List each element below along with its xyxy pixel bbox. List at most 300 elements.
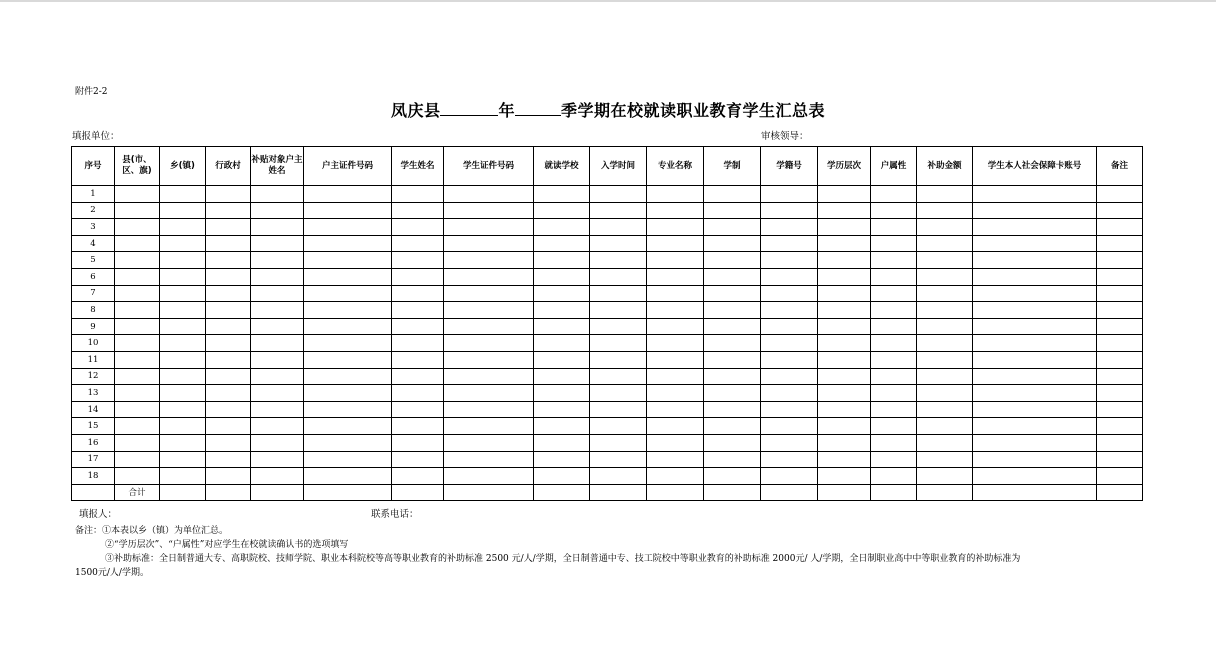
empty-cell: [251, 451, 304, 468]
empty-cell: [160, 186, 206, 203]
empty-cell: [534, 252, 590, 269]
empty-cell: [917, 186, 973, 203]
empty-cell: [871, 235, 917, 252]
empty-cell: [917, 202, 973, 219]
empty-cell: [917, 468, 973, 485]
empty-cell: [534, 285, 590, 302]
empty-cell: [590, 268, 647, 285]
empty-cell: [392, 385, 444, 402]
empty-cell: [818, 268, 871, 285]
empty-cell: [647, 268, 704, 285]
empty-cell: [1097, 302, 1143, 319]
empty-cell: [590, 285, 647, 302]
row-number-cell: 3: [72, 219, 115, 236]
empty-cell: [973, 186, 1097, 203]
empty-cell: [160, 219, 206, 236]
year-blank: [440, 103, 498, 116]
empty-cell: [761, 385, 818, 402]
empty-cell: [304, 351, 392, 368]
empty-cell: [973, 335, 1097, 352]
note-line-2: ②“学历层次”、“户属性”对应学生在校就读确认书的选项填写: [105, 540, 349, 550]
empty-cell: [761, 335, 818, 352]
table-row: [72, 335, 1143, 352]
empty-cell: [251, 186, 304, 203]
empty-cell: [871, 318, 917, 335]
empty-cell: [304, 302, 392, 319]
header-cell: 就读学校: [534, 147, 590, 186]
empty-cell: [534, 451, 590, 468]
empty-cell: [206, 351, 251, 368]
empty-cell: [818, 318, 871, 335]
empty-cell: [647, 335, 704, 352]
empty-cell: [304, 202, 392, 219]
empty-cell: [973, 418, 1097, 435]
empty-cell: [761, 268, 818, 285]
empty-cell: [973, 268, 1097, 285]
empty-cell: [1097, 285, 1143, 302]
empty-cell: [444, 468, 534, 485]
empty-cell: [206, 401, 251, 418]
empty-cell: [444, 302, 534, 319]
empty-cell: [871, 219, 917, 236]
empty-cell: [590, 385, 647, 402]
empty-cell: [917, 385, 973, 402]
empty-cell: [115, 268, 160, 285]
empty-cell: [761, 468, 818, 485]
empty-cell: [392, 418, 444, 435]
empty-cell: [1097, 468, 1143, 485]
empty-cell: [304, 318, 392, 335]
empty-cell: [818, 368, 871, 385]
header-cell: 学生证件号码: [444, 147, 534, 186]
empty-cell: [206, 268, 251, 285]
empty-cell: [818, 202, 871, 219]
empty-cell: [761, 451, 818, 468]
empty-cell: [206, 219, 251, 236]
empty-cell: [871, 468, 917, 485]
empty-cell: [1097, 418, 1143, 435]
empty-cell: [115, 434, 160, 451]
empty-cell: [704, 468, 761, 485]
empty-cell: [115, 252, 160, 269]
empty-cell: [647, 235, 704, 252]
empty-cell: [206, 285, 251, 302]
empty-cell: [206, 202, 251, 219]
empty-cell: [251, 285, 304, 302]
row-number-cell: 12: [72, 368, 115, 385]
empty-cell: [392, 318, 444, 335]
row-number-cell: 5: [72, 252, 115, 269]
empty-cell: [818, 484, 871, 501]
empty-cell: [871, 484, 917, 501]
empty-cell: [818, 252, 871, 269]
empty-cell: [973, 219, 1097, 236]
empty-cell: [160, 318, 206, 335]
empty-cell: [704, 235, 761, 252]
empty-cell: [304, 335, 392, 352]
empty-cell: [818, 219, 871, 236]
table-row: [72, 351, 1143, 368]
row-number-cell: 1: [72, 186, 115, 203]
empty-cell: [115, 401, 160, 418]
empty-cell: [444, 235, 534, 252]
empty-cell: [444, 484, 534, 501]
empty-cell: [534, 235, 590, 252]
empty-cell: [304, 451, 392, 468]
empty-cell: [973, 285, 1097, 302]
filler-label: 填报人：: [79, 509, 118, 520]
page-title: [0, 98, 1216, 121]
empty-cell: [251, 219, 304, 236]
empty-cell: [973, 252, 1097, 269]
row-number-cell: 8: [72, 302, 115, 319]
empty-cell: [647, 401, 704, 418]
empty-cell: [206, 451, 251, 468]
row-number-cell: 2: [72, 202, 115, 219]
empty-cell: [115, 351, 160, 368]
empty-cell: [1097, 219, 1143, 236]
header-cell: 乡(镇): [160, 147, 206, 186]
empty-cell: [251, 368, 304, 385]
table-row: [72, 302, 1143, 319]
total-label-cell: 合计: [115, 484, 160, 501]
empty-cell: [647, 202, 704, 219]
empty-cell: [818, 468, 871, 485]
empty-cell: [1097, 451, 1143, 468]
empty-cell: [647, 219, 704, 236]
empty-cell: [160, 434, 206, 451]
empty-cell: [871, 252, 917, 269]
empty-cell: [206, 302, 251, 319]
empty-cell: [534, 318, 590, 335]
empty-cell: [160, 302, 206, 319]
empty-cell: [1097, 252, 1143, 269]
empty-cell: [534, 385, 590, 402]
table-row: [72, 434, 1143, 451]
empty-cell: [704, 451, 761, 468]
empty-cell: [818, 418, 871, 435]
empty-cell: [917, 418, 973, 435]
empty-cell: [251, 418, 304, 435]
empty-cell: [704, 219, 761, 236]
empty-cell: [973, 368, 1097, 385]
empty-cell: [761, 418, 818, 435]
empty-cell: [392, 468, 444, 485]
empty-cell: [392, 285, 444, 302]
empty-cell: [392, 368, 444, 385]
empty-cell: [251, 351, 304, 368]
empty-cell: [973, 318, 1097, 335]
empty-cell: [818, 302, 871, 319]
empty-cell: [761, 368, 818, 385]
empty-cell: [304, 219, 392, 236]
header-cell: 行政村: [206, 147, 251, 186]
empty-cell: [444, 285, 534, 302]
note-line-3: ③补助标准：全日制普通大专、高职院校、技师学院、职业本科院校等高等职业教育的补助标准 2500 元/人/学期，全日制普通中专、技工院校中等职业教育的补助标准 2000元/ 人/学期，全日制职业高中中等职业教育的补助标准为: [105, 554, 1021, 564]
empty-cell: [590, 368, 647, 385]
empty-cell: [160, 368, 206, 385]
title-prefix: 凤庆县: [390, 101, 441, 120]
empty-cell: [590, 219, 647, 236]
empty-cell: [392, 434, 444, 451]
empty-cell: [115, 418, 160, 435]
empty-cell: [704, 335, 761, 352]
empty-cell: [704, 318, 761, 335]
empty-cell: [761, 285, 818, 302]
empty-cell: [534, 202, 590, 219]
header-cell: 专业名称: [647, 147, 704, 186]
empty-cell: [115, 235, 160, 252]
empty-cell: [444, 401, 534, 418]
empty-cell: [160, 484, 206, 501]
empty-cell: [590, 484, 647, 501]
empty-cell: [704, 351, 761, 368]
empty-cell: [534, 418, 590, 435]
empty-cell: [392, 268, 444, 285]
empty-cell: [392, 219, 444, 236]
reviewer-label: 审核领导：: [761, 131, 809, 142]
empty-cell: [534, 335, 590, 352]
title-suffix: 季学期在校就读职业教育学生汇总表: [561, 101, 826, 120]
empty-cell: [871, 186, 917, 203]
empty-cell: [818, 451, 871, 468]
empty-cell: [304, 418, 392, 435]
empty-cell: [761, 351, 818, 368]
empty-cell: [917, 484, 973, 501]
attachment-label: 附件2-2: [75, 87, 108, 97]
table-row: [72, 285, 1143, 302]
empty-cell: [1097, 351, 1143, 368]
empty-cell: [160, 202, 206, 219]
table-row: [72, 468, 1143, 485]
empty-cell: [534, 368, 590, 385]
empty-cell: [534, 484, 590, 501]
empty-cell: [444, 335, 534, 352]
empty-cell: [590, 186, 647, 203]
empty-cell: [647, 285, 704, 302]
empty-cell: [871, 285, 917, 302]
empty-cell: [818, 385, 871, 402]
header-row: [72, 147, 1143, 186]
empty-cell: [761, 252, 818, 269]
empty-cell: [251, 401, 304, 418]
empty-cell: [818, 434, 871, 451]
empty-cell: [1097, 235, 1143, 252]
empty-cell: [444, 219, 534, 236]
empty-cell: [444, 186, 534, 203]
row-number-cell: 9: [72, 318, 115, 335]
table-row: [72, 418, 1143, 435]
empty-cell: [160, 385, 206, 402]
empty-cell: [871, 418, 917, 435]
empty-cell: [534, 468, 590, 485]
empty-cell: [917, 219, 973, 236]
empty-cell: [1097, 335, 1143, 352]
empty-cell: [590, 468, 647, 485]
empty-cell: [304, 186, 392, 203]
empty-cell: [973, 351, 1097, 368]
empty-cell: [917, 285, 973, 302]
empty-cell: [818, 235, 871, 252]
empty-cell: [392, 484, 444, 501]
empty-cell: [761, 302, 818, 319]
empty-cell: [647, 351, 704, 368]
empty-cell: [761, 318, 818, 335]
empty-cell: [1097, 368, 1143, 385]
empty-cell: [115, 186, 160, 203]
header-cell: 户主证件号码: [304, 147, 392, 186]
empty-cell: [251, 202, 304, 219]
empty-cell: [761, 484, 818, 501]
empty-cell: [206, 252, 251, 269]
empty-cell: [590, 202, 647, 219]
table-row: [72, 385, 1143, 402]
empty-cell: [1097, 186, 1143, 203]
header-cell: 补贴对象户主姓名: [251, 147, 304, 186]
row-number-cell: 16: [72, 434, 115, 451]
empty-cell: [917, 335, 973, 352]
top-border: [0, 0, 1216, 2]
empty-cell: [115, 368, 160, 385]
empty-cell: [704, 285, 761, 302]
empty-cell: [444, 385, 534, 402]
empty-cell: [917, 318, 973, 335]
empty-cell: [251, 235, 304, 252]
empty-cell: [917, 302, 973, 319]
empty-cell: [704, 401, 761, 418]
empty-cell: [818, 186, 871, 203]
row-number-cell: 14: [72, 401, 115, 418]
empty-cell: [871, 451, 917, 468]
empty-cell: [444, 451, 534, 468]
header-cell: 县(市、区、旗): [115, 147, 160, 186]
empty-cell: [871, 202, 917, 219]
empty-cell: [590, 351, 647, 368]
empty-cell: [590, 318, 647, 335]
empty-cell: [590, 451, 647, 468]
header-cell: 序号: [72, 147, 115, 186]
empty-cell: [160, 268, 206, 285]
row-number-cell: 17: [72, 451, 115, 468]
empty-cell: [304, 484, 392, 501]
empty-cell: [973, 202, 1097, 219]
empty-cell: [444, 368, 534, 385]
empty-cell: [818, 351, 871, 368]
row-number-cell: 10: [72, 335, 115, 352]
empty-cell: [973, 235, 1097, 252]
empty-cell: [392, 351, 444, 368]
empty-cell: [115, 468, 160, 485]
empty-cell: [917, 434, 973, 451]
empty-cell: [534, 434, 590, 451]
empty-cell: [871, 368, 917, 385]
empty-cell: [534, 351, 590, 368]
empty-cell: [251, 252, 304, 269]
empty-cell: [704, 385, 761, 402]
empty-cell: [115, 318, 160, 335]
empty-cell: [206, 335, 251, 352]
empty-cell: [973, 484, 1097, 501]
empty-cell: [206, 468, 251, 485]
empty-cell: [871, 434, 917, 451]
empty-cell: [206, 186, 251, 203]
empty-cell: [871, 401, 917, 418]
empty-cell: [444, 268, 534, 285]
empty-cell: [761, 186, 818, 203]
empty-cell: [115, 335, 160, 352]
empty-cell: [251, 302, 304, 319]
empty-cell: [647, 186, 704, 203]
empty-cell: [871, 335, 917, 352]
fill-unit-label: 填报单位：: [72, 131, 120, 142]
row-number-cell: 4: [72, 235, 115, 252]
empty-cell: [392, 202, 444, 219]
empty-cell: [973, 385, 1097, 402]
empty-cell: [647, 302, 704, 319]
header-cell: 学历层次: [818, 147, 871, 186]
empty-cell: [115, 219, 160, 236]
empty-cell: [160, 351, 206, 368]
empty-cell: [392, 252, 444, 269]
header-cell: 学籍号: [761, 147, 818, 186]
summary-table: [71, 146, 1143, 501]
empty-cell: [251, 385, 304, 402]
empty-cell: [973, 401, 1097, 418]
empty-cell: [1097, 268, 1143, 285]
empty-cell: [304, 235, 392, 252]
empty-cell: [444, 351, 534, 368]
empty-cell: [871, 302, 917, 319]
empty-cell: [160, 468, 206, 485]
table-row: [72, 451, 1143, 468]
empty-cell: [304, 401, 392, 418]
header-cell: 学生本人社会保障卡账号: [973, 147, 1097, 186]
empty-cell: [304, 285, 392, 302]
empty-cell: [115, 385, 160, 402]
empty-cell: [160, 335, 206, 352]
empty-cell: [1097, 401, 1143, 418]
empty-cell: [647, 434, 704, 451]
empty-cell: [304, 468, 392, 485]
empty-cell: [1097, 484, 1143, 501]
empty-cell: [647, 418, 704, 435]
empty-cell: [160, 235, 206, 252]
empty-cell: [917, 368, 973, 385]
empty-cell: [973, 434, 1097, 451]
empty-cell: [160, 451, 206, 468]
empty-cell: [534, 219, 590, 236]
title-year-word: 年: [498, 101, 515, 120]
empty-cell: [871, 268, 917, 285]
empty-cell: [72, 484, 115, 501]
empty-cell: [871, 351, 917, 368]
empty-cell: [444, 418, 534, 435]
empty-cell: [590, 252, 647, 269]
empty-cell: [304, 434, 392, 451]
empty-cell: [818, 335, 871, 352]
empty-cell: [206, 318, 251, 335]
empty-cell: [206, 484, 251, 501]
empty-cell: [304, 252, 392, 269]
empty-cell: [704, 268, 761, 285]
empty-cell: [392, 401, 444, 418]
empty-cell: [160, 252, 206, 269]
empty-cell: [917, 401, 973, 418]
empty-cell: [392, 186, 444, 203]
empty-cell: [917, 451, 973, 468]
empty-cell: [761, 235, 818, 252]
empty-cell: [251, 484, 304, 501]
